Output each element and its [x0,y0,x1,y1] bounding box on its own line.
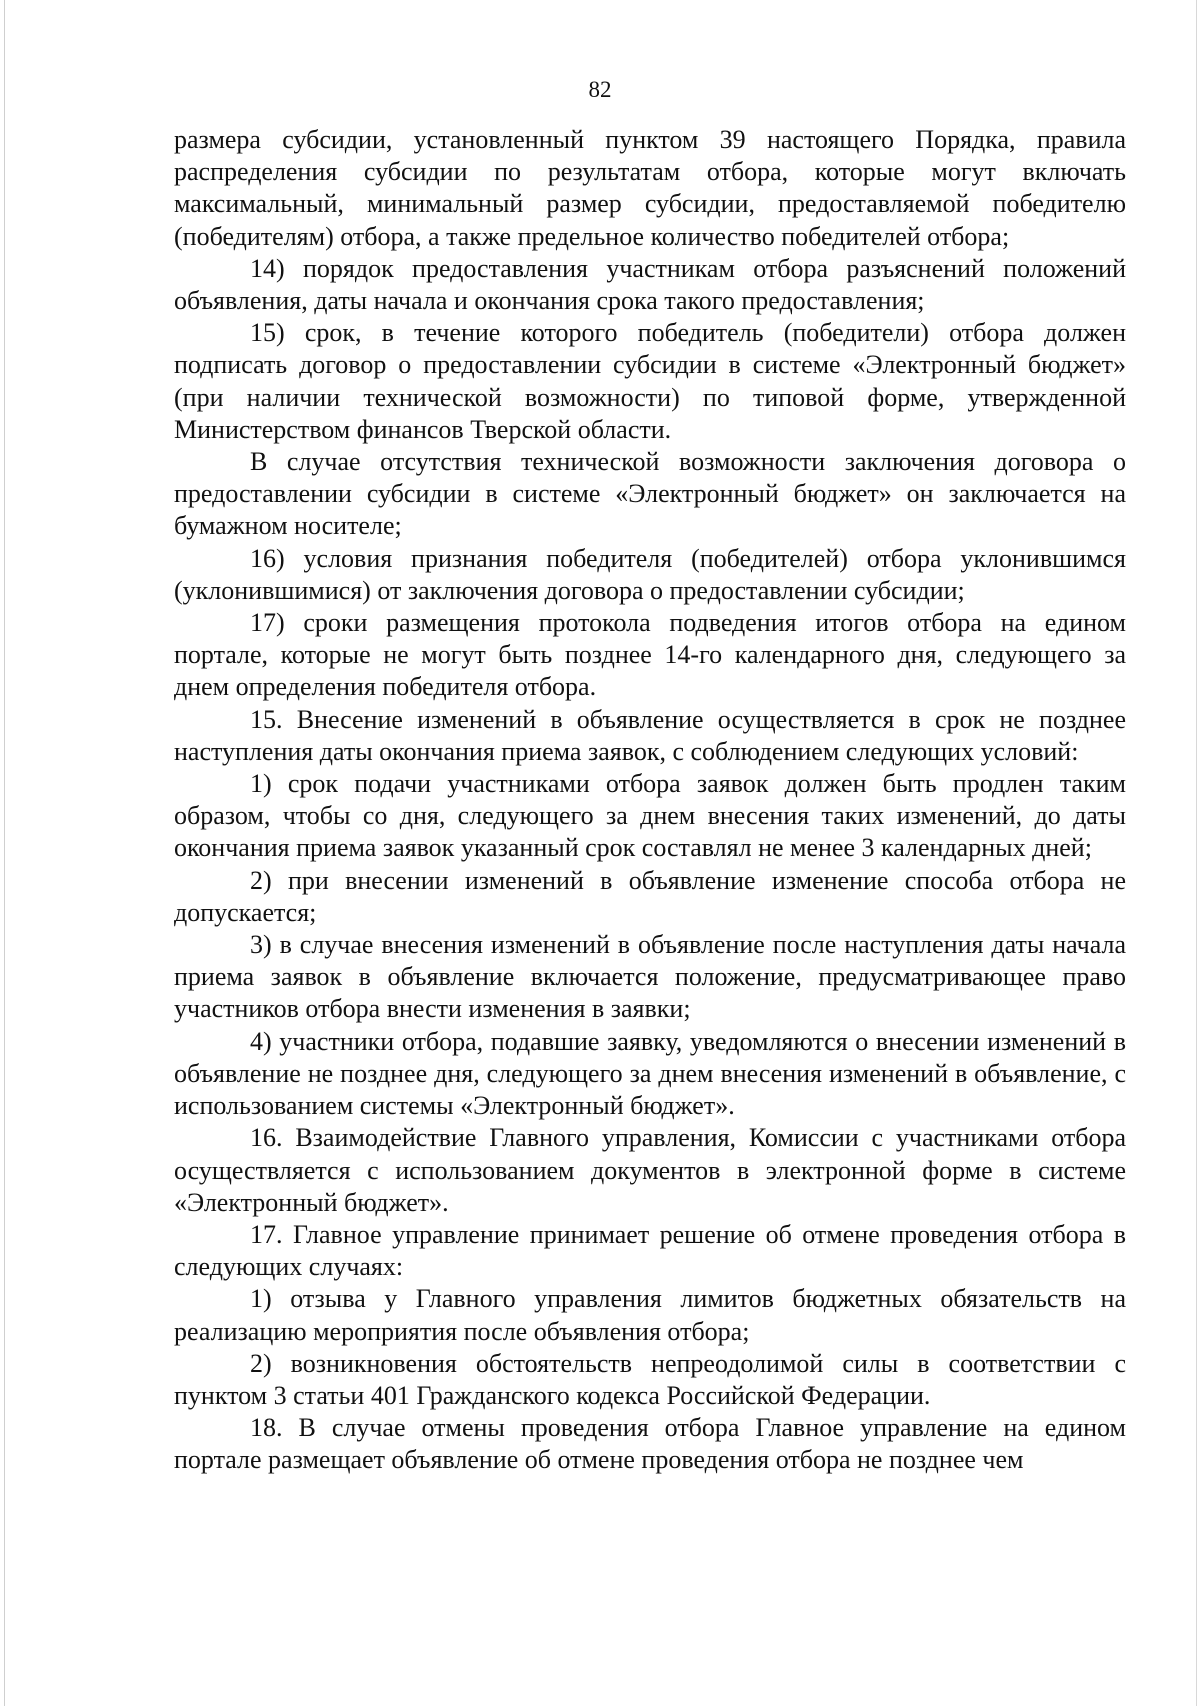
paragraph: В случае отсутствия технической возможности заключения договора о предоставлении субсидии в системе «Электронный бюджет» он заключается на бумажном носителе; [174,447,1126,541]
scan-left-edge [4,0,5,1706]
paragraph: 1) срок подачи участниками отбора заявок должен быть продлен таким образом, чтобы со дня, следующего за днем внесения таких изменений, до даты окончания приема заявок указанный срок составлял не менее 3 календарных дней; [174,769,1126,863]
scan-right-edge [1196,0,1197,1706]
paragraph: 2) возникновения обстоятельств непреодолимой силы в соответствии с пунктом 3 статьи 401 Гражданского кодекса Российской Федерации. [174,1348,1126,1410]
paragraph: 17) сроки размещения протокола подведения итогов отбора на едином портале, которые не могут быть позднее 14-го календарного дня, следующего за днем определения победителя отбора. [174,608,1126,702]
paragraph: 16. Взаимодействие Главного управления, Комиссии с участниками отбора осуществляется с использованием документов в электронной форме в системе «Электронный бюджет». [174,1123,1126,1217]
paragraph: 15) срок, в течение которого победитель (победители) отбора должен подписать договор о предоставлении субсидии в системе «Электронный бюджет» (при наличии технической возможности) по типовой форме, утвержденной Министерством финансов Тверской области. [174,318,1126,444]
paragraph: 2) при внесении изменений в объявление изменение способа отбора не допускается; [174,865,1126,927]
paragraph: размера субсидии, установленный пунктом 39 настоящего Порядка, правила распределения субсидии по результатам отбора, которые могут включать максимальный, минимальный размер субсидии, предоставляемой победителю (победителям) отбора, а также предельное количество победителей отбора; [174,125,1126,251]
document-body [174,124,1126,1477]
paragraph: 14) порядок предоставления участникам отбора разъяснений положений объявления, даты начала и окончания срока такого предоставления; [174,253,1126,316]
page-number: 82 [588,77,612,102]
paragraph: 15. Внесение изменений в объявление осуществляется в срок не позднее наступления даты окончания приема заявок, с соблюдением следующих условий: [174,704,1126,766]
paragraph: 18. В случае отмены проведения отбора Главное управление на едином портале размещает объявление об отмене проведения отбора не позднее чем [174,1413,1126,1475]
paragraph: 17. Главное управление принимает решение об отмене проведения отбора в следующих случаях: [174,1219,1126,1282]
paragraph: 1) отзыва у Главного управления лимитов бюджетных обязательств на реализацию мероприятия после объявления отбора; [174,1284,1126,1346]
paragraph: 3) в случае внесения изменений в объявление после наступления даты начала приема заявок в объявление включается положение, предусматривающее право участников отбора внести изменения в заявки; [174,930,1126,1024]
paragraph: 4) участники отбора, подавшие заявку, уведомляются о внесении изменений в объявление не позднее дня, следующего за днем внесения изменений в объявление, с использованием системы «Электронный бюджет». [174,1026,1126,1121]
paragraph: 16) условия признания победителя (победителей) отбора уклонившимся (уклонившимися) от заключения договора о предоставлении субсидии; [174,543,1126,605]
